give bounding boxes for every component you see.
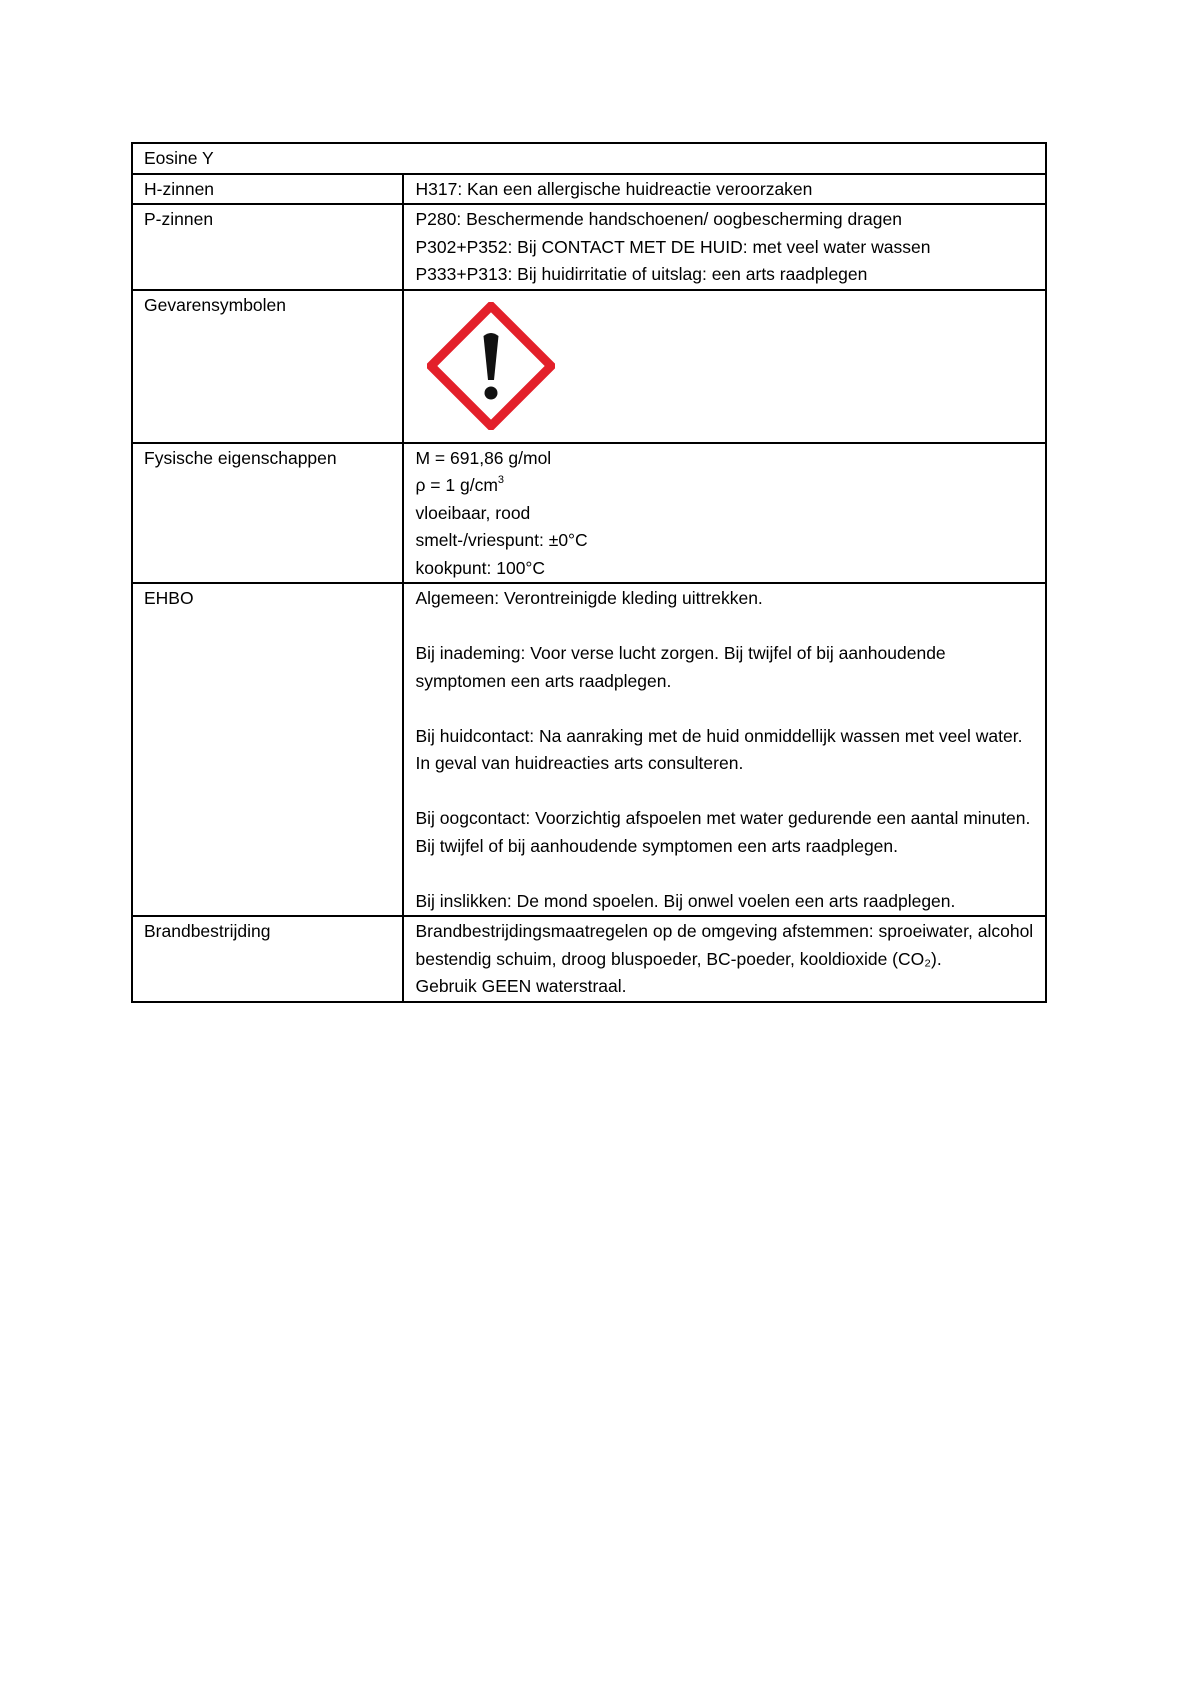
substance-name: Eosine Y bbox=[132, 143, 1046, 174]
p-zinnen-value bbox=[403, 204, 1046, 290]
ehbo-label: EHBO bbox=[132, 583, 403, 916]
boiling-point: kookpunt: 100°C bbox=[415, 557, 546, 578]
ehbo-value bbox=[403, 583, 1046, 916]
ehbo-paragraph: Bij oogcontact: Voorzichtig afspoelen met water gedurende een aantal minuten. Bij twijfel of bij aanhoudende symptomen een arts raadplegen. bbox=[415, 808, 1031, 856]
ehbo-paragraph: Algemeen: Verontreinigde kleding uittrekken. bbox=[415, 588, 763, 608]
fysische-value bbox=[403, 443, 1046, 584]
p-zinnen-label: P-zinnen bbox=[132, 204, 403, 290]
physical-state: vloeibaar, rood bbox=[415, 502, 531, 523]
brandbestrijding-label: Brandbestrijding bbox=[132, 916, 403, 1002]
melting-point: smelt-/vriespunt: ±0°C bbox=[415, 530, 588, 550]
p-zinnen-line: P333+P313: Bij huidirritatie of uitslag: een arts raadplegen bbox=[415, 264, 868, 284]
table-row-gevarensymbolen bbox=[132, 290, 1046, 443]
table-row-fysische-eigenschappen bbox=[132, 443, 1046, 584]
brandbestrijding-value bbox=[403, 916, 1046, 1002]
density-exponent: 3 bbox=[497, 474, 505, 486]
table-row-brandbestrijding bbox=[132, 916, 1046, 1002]
gevarensymbolen-label: Gevarensymbolen bbox=[132, 290, 403, 443]
gevarensymbolen-value bbox=[403, 290, 1046, 443]
h-zinnen-label: H-zinnen bbox=[132, 174, 403, 205]
density bbox=[415, 472, 1034, 500]
p-zinnen-line: P280: Beschermende handschoenen/ oogbescherming dragen bbox=[415, 209, 902, 229]
brandbestrijding-text: Brandbestrijdingsmaatregelen op de omgeving afstemmen: sproeiwater, alcohol bestendig schuim, droog bluspoeder, BC-poeder, kooldioxide (CO₂). bbox=[415, 921, 1034, 969]
table-row-p-zinnen bbox=[132, 204, 1046, 290]
ghs-exclamation-mark-icon bbox=[427, 302, 555, 430]
molar-mass: M = 691,86 g/mol bbox=[415, 447, 552, 468]
ehbo-paragraph: Bij inademing: Voor verse lucht zorgen. Bij twijfel of bij aanhoudende symptomen een arts raadplegen. bbox=[415, 643, 946, 691]
table-row-h-zinnen bbox=[132, 174, 1046, 205]
safety-data-table bbox=[131, 142, 1047, 1003]
p-zinnen-line: P302+P352: Bij CONTACT MET DE HUID: met veel water wassen bbox=[415, 236, 931, 257]
table-row-ehbo bbox=[132, 583, 1046, 916]
ehbo-paragraph: Bij inslikken: De mond spoelen. Bij onwel voelen een arts raadplegen. bbox=[415, 890, 956, 911]
density-text: ρ = 1 g/cm bbox=[415, 475, 498, 495]
brandbestrijding-warning: Gebruik GEEN waterstraal. bbox=[415, 976, 627, 996]
h-zinnen-value: H317: Kan een allergische huidreactie veroorzaken bbox=[403, 174, 1046, 205]
table-row-title bbox=[132, 143, 1046, 174]
fysische-label: Fysische eigenschappen bbox=[132, 443, 403, 584]
ehbo-paragraph: Bij huidcontact: Na aanraking met de huid onmiddellijk wassen met veel water. In geval van huidreacties arts consulteren. bbox=[415, 725, 1023, 773]
